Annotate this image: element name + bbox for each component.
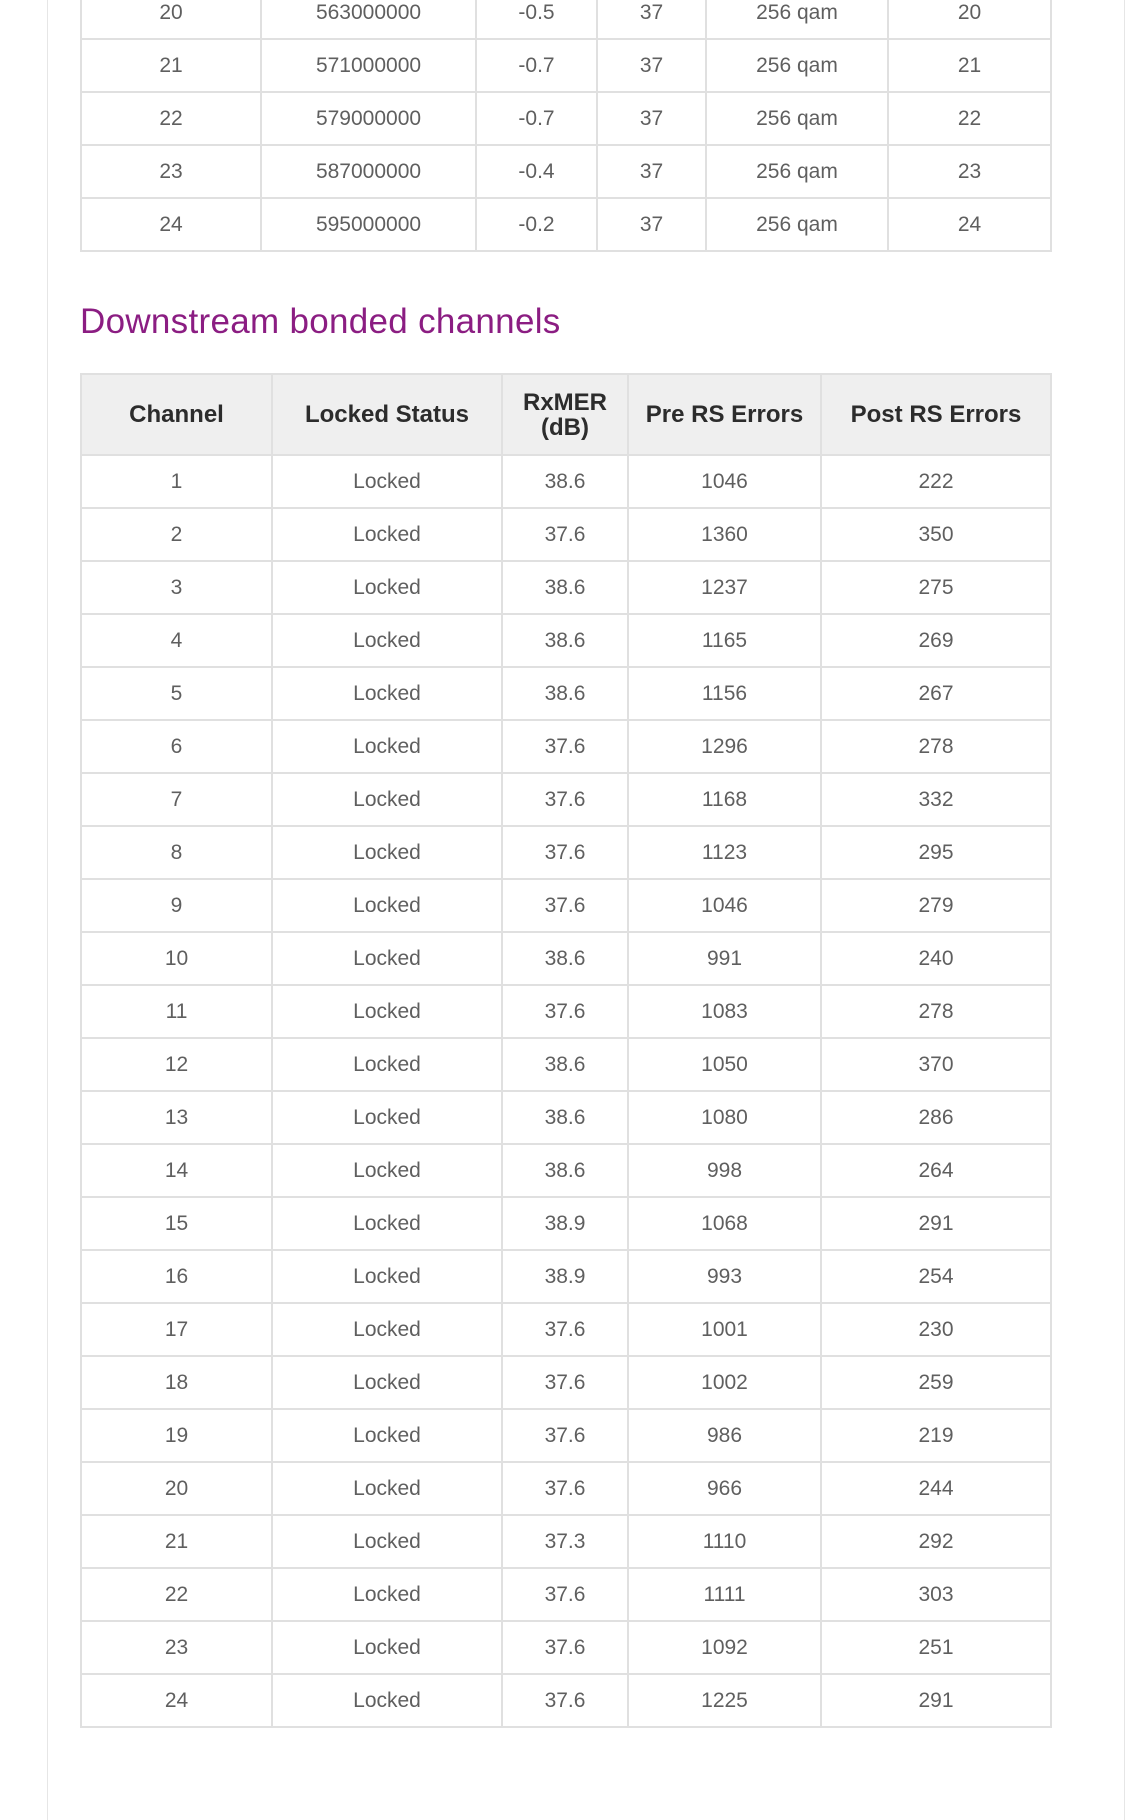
cell-channel: 23	[81, 1621, 272, 1674]
cell-channel-id: 21	[888, 39, 1051, 92]
cell-pre-rs-errors: 998	[628, 1144, 821, 1197]
cell-modulation: 256 qam	[706, 39, 888, 92]
table-row	[81, 1621, 1051, 1674]
cell-locked-status: Locked	[272, 1462, 502, 1515]
cell-locked-status: Locked	[272, 985, 502, 1038]
cell-rxmer: 37.6	[502, 985, 628, 1038]
upstream-channels-table	[80, 0, 1052, 252]
cell-channel: 20	[81, 1462, 272, 1515]
table-row	[81, 1674, 1051, 1727]
cell-channel: 13	[81, 1091, 272, 1144]
cell-pre-rs-errors: 1156	[628, 667, 821, 720]
cell-pre-rs-errors: 1360	[628, 508, 821, 561]
cell-rxmer: 37.3	[502, 1515, 628, 1568]
cell-pre-rs-errors: 986	[628, 1409, 821, 1462]
cell-rxmer: 38.6	[502, 1091, 628, 1144]
cell-modulation: 256 qam	[706, 145, 888, 198]
cell-channel: 3	[81, 561, 272, 614]
cell-pre-rs-errors: 1237	[628, 561, 821, 614]
cell-locked-status: Locked	[272, 614, 502, 667]
cell-channel: 2	[81, 508, 272, 561]
cell-channel: 18	[81, 1356, 272, 1409]
cell-pre-rs-errors: 1225	[628, 1674, 821, 1727]
cell-rxmer: 37.6	[502, 508, 628, 561]
cell-rxmer: 37.6	[502, 1303, 628, 1356]
cell-channel: 15	[81, 1197, 272, 1250]
table-row	[81, 1356, 1051, 1409]
cell-channel: 21	[81, 1515, 272, 1568]
table-row	[81, 1250, 1051, 1303]
cell-locked-status: Locked	[272, 879, 502, 932]
cell-pre-rs-errors: 1050	[628, 1038, 821, 1091]
cell-locked-status: Locked	[272, 561, 502, 614]
cell-locked-status: Locked	[272, 1621, 502, 1674]
table-row	[81, 1515, 1051, 1568]
cell-frequency: 587000000	[261, 145, 476, 198]
cell-post-rs-errors: 219	[821, 1409, 1051, 1462]
cell-post-rs-errors: 269	[821, 614, 1051, 667]
header-locked-status: Locked Status	[272, 374, 502, 455]
table-row	[81, 508, 1051, 561]
cell-pre-rs-errors: 1046	[628, 879, 821, 932]
cell-rxmer: 37.6	[502, 1409, 628, 1462]
cell-locked-status: Locked	[272, 1409, 502, 1462]
cell-rxmer: 37.6	[502, 773, 628, 826]
cell-power: -0.7	[476, 39, 597, 92]
downstream-bonded-channels-table	[80, 373, 1052, 1728]
header-row	[81, 374, 1051, 455]
table-row	[81, 879, 1051, 932]
cell-post-rs-errors: 370	[821, 1038, 1051, 1091]
cell-modulation: 256 qam	[706, 0, 888, 39]
downstream-section-title: Downstream bonded channels	[80, 302, 561, 341]
table-row	[81, 1462, 1051, 1515]
table-row	[81, 720, 1051, 773]
cell-rxmer: 38.6	[502, 1038, 628, 1091]
cell-locked-status: Locked	[272, 1144, 502, 1197]
cell-locked-status: Locked	[272, 1356, 502, 1409]
cell-channel: 9	[81, 879, 272, 932]
cell-locked-status: Locked	[272, 1197, 502, 1250]
cell-pre-rs-errors: 1046	[628, 455, 821, 508]
cell-locked-status: Locked	[272, 1303, 502, 1356]
cell-post-rs-errors: 278	[821, 720, 1051, 773]
cell-post-rs-errors: 244	[821, 1462, 1051, 1515]
cell-pre-rs-errors: 1168	[628, 773, 821, 826]
cell-channel: 4	[81, 614, 272, 667]
table-row	[81, 826, 1051, 879]
cell-post-rs-errors: 230	[821, 1303, 1051, 1356]
cell-channel: 23	[81, 145, 261, 198]
cell-post-rs-errors: 350	[821, 508, 1051, 561]
cell-rxmer: 37.6	[502, 1674, 628, 1727]
cell-pre-rs-errors: 1068	[628, 1197, 821, 1250]
cell-post-rs-errors: 264	[821, 1144, 1051, 1197]
table-row	[81, 92, 1051, 145]
cell-channel: 22	[81, 1568, 272, 1621]
cell-channel: 1	[81, 455, 272, 508]
cell-rxmer: 37.6	[502, 1568, 628, 1621]
cell-power: -0.7	[476, 92, 597, 145]
cell-snr: 37	[597, 0, 706, 39]
table-row	[81, 1197, 1051, 1250]
upstream-table-body	[81, 0, 1051, 251]
cell-post-rs-errors: 291	[821, 1197, 1051, 1250]
cell-post-rs-errors: 286	[821, 1091, 1051, 1144]
cell-rxmer: 37.6	[502, 1356, 628, 1409]
cell-locked-status: Locked	[272, 773, 502, 826]
cell-frequency: 579000000	[261, 92, 476, 145]
cell-pre-rs-errors: 1123	[628, 826, 821, 879]
cell-locked-status: Locked	[272, 508, 502, 561]
table-row	[81, 773, 1051, 826]
cell-channel: 17	[81, 1303, 272, 1356]
cell-post-rs-errors: 275	[821, 561, 1051, 614]
cell-modulation: 256 qam	[706, 198, 888, 251]
cell-channel: 12	[81, 1038, 272, 1091]
cell-rxmer: 37.6	[502, 1621, 628, 1674]
header-rxmer	[502, 374, 628, 455]
cell-rxmer: 37.6	[502, 720, 628, 773]
cell-rxmer: 38.9	[502, 1250, 628, 1303]
cell-channel-id: 24	[888, 198, 1051, 251]
cell-locked-status: Locked	[272, 826, 502, 879]
header-rxmer-line2: (dB)	[541, 413, 589, 441]
cell-frequency: 571000000	[261, 39, 476, 92]
cell-post-rs-errors: 222	[821, 455, 1051, 508]
cell-channel: 21	[81, 39, 261, 92]
cell-channel: 5	[81, 667, 272, 720]
cell-channel: 14	[81, 1144, 272, 1197]
cell-rxmer: 37.6	[502, 879, 628, 932]
table-row	[81, 198, 1051, 251]
cell-channel: 8	[81, 826, 272, 879]
cell-locked-status: Locked	[272, 1515, 502, 1568]
cell-channel: 24	[81, 1674, 272, 1727]
cell-post-rs-errors: 259	[821, 1356, 1051, 1409]
cell-post-rs-errors: 295	[821, 826, 1051, 879]
cell-snr: 37	[597, 39, 706, 92]
cell-locked-status: Locked	[272, 1038, 502, 1091]
cell-locked-status: Locked	[272, 1568, 502, 1621]
table-row	[81, 932, 1051, 985]
cell-frequency: 563000000	[261, 0, 476, 39]
table-row	[81, 561, 1051, 614]
cell-locked-status: Locked	[272, 1674, 502, 1727]
header-pre-rs-errors: Pre RS Errors	[628, 374, 821, 455]
cell-pre-rs-errors: 1165	[628, 614, 821, 667]
cell-pre-rs-errors: 1296	[628, 720, 821, 773]
header-post-rs-errors: Post RS Errors	[821, 374, 1051, 455]
cell-snr: 37	[597, 145, 706, 198]
cell-channel: 19	[81, 1409, 272, 1462]
cell-locked-status: Locked	[272, 1091, 502, 1144]
cell-pre-rs-errors: 1002	[628, 1356, 821, 1409]
cell-pre-rs-errors: 1083	[628, 985, 821, 1038]
cell-pre-rs-errors: 1001	[628, 1303, 821, 1356]
cell-locked-status: Locked	[272, 720, 502, 773]
cell-post-rs-errors: 278	[821, 985, 1051, 1038]
cell-snr: 37	[597, 92, 706, 145]
cell-locked-status: Locked	[272, 667, 502, 720]
cell-rxmer: 38.6	[502, 667, 628, 720]
cell-rxmer: 38.6	[502, 455, 628, 508]
cell-pre-rs-errors: 1080	[628, 1091, 821, 1144]
cell-snr: 37	[597, 198, 706, 251]
cell-pre-rs-errors: 993	[628, 1250, 821, 1303]
cell-frequency: 595000000	[261, 198, 476, 251]
cell-channel-id: 20	[888, 0, 1051, 39]
cell-power: -0.5	[476, 0, 597, 39]
cell-rxmer: 37.6	[502, 826, 628, 879]
table-row	[81, 1568, 1051, 1621]
cell-post-rs-errors: 251	[821, 1621, 1051, 1674]
cell-pre-rs-errors: 1111	[628, 1568, 821, 1621]
cell-channel: 7	[81, 773, 272, 826]
cell-post-rs-errors: 279	[821, 879, 1051, 932]
table-row	[81, 1038, 1051, 1091]
cell-post-rs-errors: 303	[821, 1568, 1051, 1621]
cell-channel-id: 23	[888, 145, 1051, 198]
cell-rxmer: 38.6	[502, 561, 628, 614]
table-row	[81, 667, 1051, 720]
cell-pre-rs-errors: 991	[628, 932, 821, 985]
cell-power: -0.4	[476, 145, 597, 198]
table-row	[81, 1144, 1051, 1197]
cell-channel-id: 22	[888, 92, 1051, 145]
cell-post-rs-errors: 291	[821, 1674, 1051, 1727]
cell-channel: 24	[81, 198, 261, 251]
cell-pre-rs-errors: 966	[628, 1462, 821, 1515]
cell-rxmer: 38.6	[502, 614, 628, 667]
cell-power: -0.2	[476, 198, 597, 251]
table-row	[81, 0, 1051, 39]
table-row	[81, 1091, 1051, 1144]
cell-channel: 11	[81, 985, 272, 1038]
cell-post-rs-errors: 240	[821, 932, 1051, 985]
cell-rxmer: 38.9	[502, 1197, 628, 1250]
header-rxmer-line1: RxMER	[522, 388, 607, 416]
cell-channel: 10	[81, 932, 272, 985]
cell-modulation: 256 qam	[706, 92, 888, 145]
cell-rxmer: 38.6	[502, 932, 628, 985]
table-row	[81, 145, 1051, 198]
cell-channel: 20	[81, 0, 261, 39]
cell-pre-rs-errors: 1092	[628, 1621, 821, 1674]
downstream-table-body	[81, 455, 1051, 1727]
downstream-table-header	[81, 374, 1051, 455]
table-row	[81, 455, 1051, 508]
cell-channel: 16	[81, 1250, 272, 1303]
cell-post-rs-errors: 332	[821, 773, 1051, 826]
cell-channel: 22	[81, 92, 261, 145]
table-row	[81, 1303, 1051, 1356]
cell-locked-status: Locked	[272, 455, 502, 508]
cell-post-rs-errors: 267	[821, 667, 1051, 720]
table-row	[81, 1409, 1051, 1462]
table-row	[81, 39, 1051, 92]
cell-rxmer: 37.6	[502, 1462, 628, 1515]
table-row	[81, 985, 1051, 1038]
cell-pre-rs-errors: 1110	[628, 1515, 821, 1568]
header-channel: Channel	[81, 374, 272, 455]
cell-locked-status: Locked	[272, 932, 502, 985]
cell-locked-status: Locked	[272, 1250, 502, 1303]
cell-post-rs-errors: 292	[821, 1515, 1051, 1568]
cell-rxmer: 38.6	[502, 1144, 628, 1197]
cell-channel: 6	[81, 720, 272, 773]
table-row	[81, 614, 1051, 667]
cell-post-rs-errors: 254	[821, 1250, 1051, 1303]
